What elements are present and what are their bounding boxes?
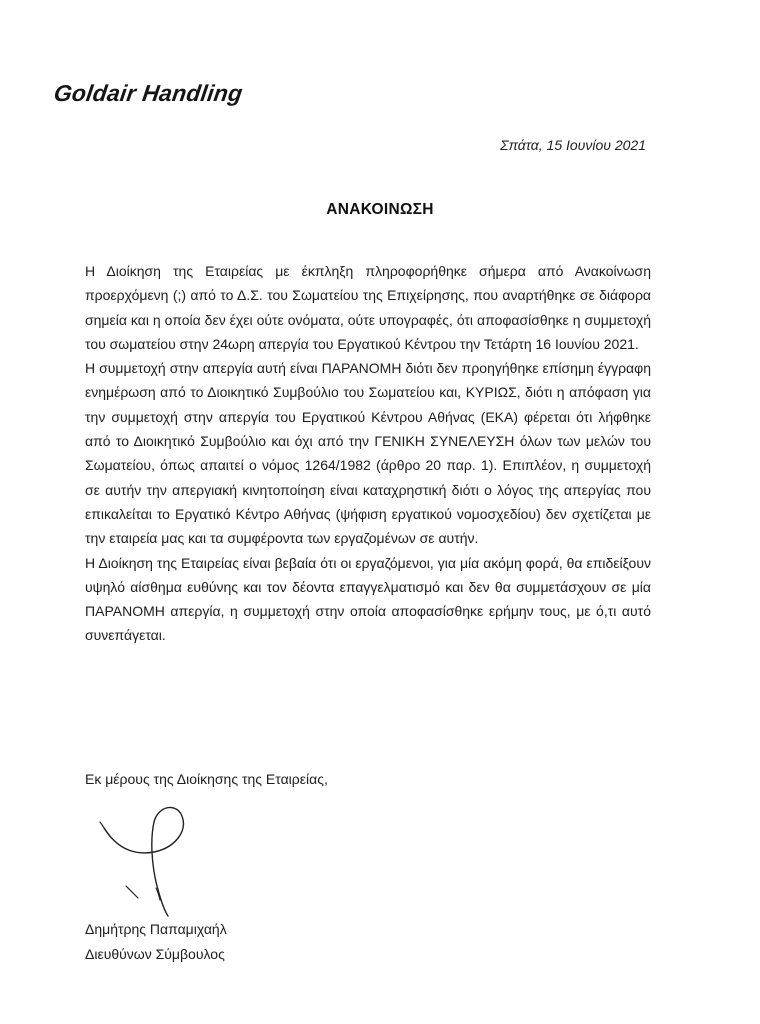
announcement-title: ΑΝΑΚΟΙΝΩΣΗ [326,201,434,218]
signature-icon [96,792,206,920]
date-line: Σπάτα, 15 Ιουνίου 2021 [500,137,646,153]
announcement-body [85,259,651,648]
paragraph: Η συμμετοχή στην απεργία αυτή είναι ΠΑΡΑΝΟΜΗ διότι δεν προηγήθηκε επίσημη έγγραφη ενημέρωση από το Διοικητικό Συμβούλιο του Σωματείου και, ΚΥΡΙΩΣ, διότι η απόφαση για την συμμετοχή στην απεργία του Εργατικού Κέντρου Αθήνας (ΕΚΑ) φέρεται ότι λήφθηκε από το Διοικητικό Συμβούλιο και όχι από την ΓΕΝΙΚΗ ΣΥΝΕΛΕΥΣΗ όλων των μελών του Σωματείου, όπως απαιτεί ο νόμος 1264/1982 (άρθρο 20 παρ. 1). Επιπλέον, η συμμετοχή σε αυτήν την απεργιακή κινητοποίηση είναι καταχρηστική διότι ο λόγος της απεργίας που επικαλείται το Εργατικό Κέντρο Αθήνας (ψήφιση εργατικού νομοσχεδίου) δεν σχετίζεται με την εταιρεία μας και τα συμφέροντα των εργαζομένων σε αυτήν. [85,360,651,547]
closing-line: Εκ μέρους της Διοίκησης της Εταιρείας, [85,771,328,787]
signer-role: Διευθύνων Σύμβουλος [85,946,225,962]
paragraph: Η Διοίκηση της Εταιρείας με έκπληξη πληροφορήθηκε σήμερα από Ανακοίνωση προερχόμενη (;) από το Δ.Σ. του Σωματείου της Επιχείρησης, που αναρτήθηκε σε διάφορα σημεία και η οποία δεν έχει ούτε ονόματα, ούτε υπογραφές, ότι αποφασίσθηκε η συμμετοχή του σωματείου στην 24ωρη απεργία του Εργατικού Κέντρου την Τετάρτη 16 Ιουνίου 2021. [85,263,651,352]
signer-name: Δημήτρης Παπαμιχαήλ [85,921,227,937]
company-logo: Goldair Handling [52,80,245,106]
paragraph: Η Διοίκηση της Εταιρείας είναι βεβαία ότι οι εργαζόμενοι, για μία ακόμη φορά, θα επιδείξουν υψηλό αίσθημα ευθύνης και τον δέοντα επαγγελματισμό και δεν θα συμμετάσχουν σε μία ΠΑΡΑΝΟΜΗ απεργία, η συμμετοχή στην οποία αποφασίσθηκε ερήμην τους, με ό,τι αυτό συνεπάγεται. [85,554,651,644]
